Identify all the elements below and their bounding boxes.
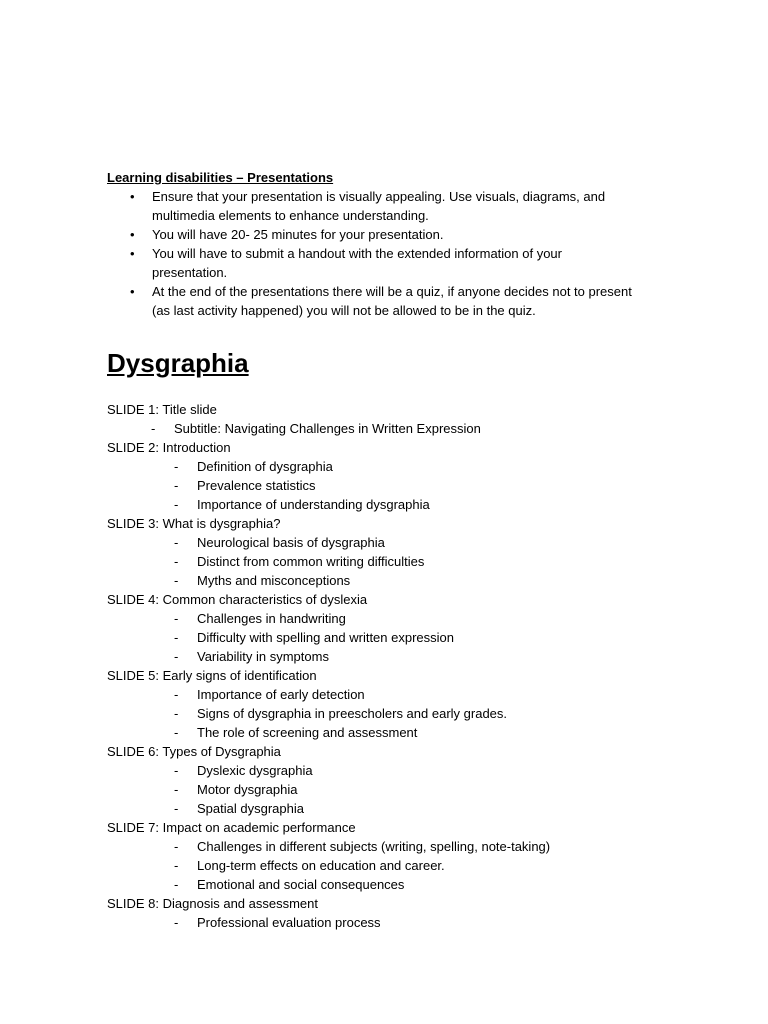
subitem-text: Challenges in handwriting [197,611,346,626]
slide-heading: SLIDE 7: Impact on academic performance [107,820,356,835]
slide-subitem [107,837,667,856]
subitem-text: Myths and misconceptions [197,573,351,588]
slide-subitem [107,647,667,666]
slide-subitem [107,457,667,476]
slide-heading: SLIDE 2: Introduction [107,440,231,455]
dash-icon: - [174,649,179,664]
subitem-text: Importance of early detection [197,687,365,702]
dash-icon: - [174,763,179,778]
instruction-item [107,282,632,320]
slide-subitem [107,799,667,818]
section-title: Dysgraphia [107,348,249,378]
dash-icon: - [174,725,179,740]
dash-icon: - [174,706,179,721]
dash-icon: - [174,573,179,588]
subitem-text: Importance of understanding dysgraphia [197,497,430,512]
slide-subitem [107,723,667,742]
slide-heading: SLIDE 8: Diagnosis and assessment [107,896,318,911]
subitem-text: Professional evaluation process [197,915,381,930]
subitem-text: Distinct from common writing difficulties [197,554,425,569]
intro-heading: Learning disabilities – Presentations [107,170,334,185]
slide-subitem [107,476,667,495]
subitem-text: Prevalence statistics [197,478,316,493]
slide-subitem [107,571,667,590]
slide-subitem [107,609,667,628]
bullet-icon: • [130,246,135,261]
slide-subitem [107,913,667,932]
subitem-text: Challenges in different subjects (writing, spelling, note-taking) [197,839,551,854]
slide-subitem [107,704,667,723]
dash-icon: - [174,535,179,550]
slide-subitem [107,780,667,799]
slide-outline [107,400,667,932]
dash-icon: - [174,497,179,512]
instruction-item [107,187,632,225]
subitem-text: Spatial dysgraphia [197,801,304,816]
subitem-text: Difficulty with spelling and written expression [197,630,454,645]
instructions-list [107,187,667,320]
subitem-text: Long-term effects on education and career. [197,858,445,873]
subitem-text: Motor dysgraphia [197,782,298,797]
subitem-text: The role of screening and assessment [197,725,418,740]
bullet-icon: • [130,189,135,204]
dash-icon: - [174,687,179,702]
dash-icon: - [174,877,179,892]
dash-icon: - [174,839,179,854]
instruction-item [107,225,632,244]
bullet-icon: • [130,227,135,242]
slide-heading: SLIDE 5: Early signs of identification [107,668,317,683]
dash-icon: - [174,915,179,930]
dash-icon: - [174,611,179,626]
slide-subitem [107,533,667,552]
subitem-text: Signs of dysgraphia in preescholers and early grades. [197,706,508,721]
slide-subitem [107,628,667,647]
slide-subitem [107,685,667,704]
slide-heading: SLIDE 1: Title slide [107,402,217,417]
slide-subitem [107,495,667,514]
slide-subitem [107,552,667,571]
dash-icon: - [174,554,179,569]
slide-heading: SLIDE 6: Types of Dysgraphia [107,744,281,759]
slide-heading: SLIDE 4: Common characteristics of dyslexia [107,592,368,607]
dash-icon: - [174,858,179,873]
instruction-text: At the end of the presentations there will be a quiz, if anyone decides not to present (as last activity happened) you will not be allowed to be in the quiz. [152,284,632,318]
instruction-text: Ensure that your presentation is visually appealing. Use visuals, diagrams, and multimedia elements to enhance understanding. [152,189,606,223]
subitem-text: Dyslexic dysgraphia [197,763,313,778]
subitem-text: Definition of dysgraphia [197,459,333,474]
instruction-text: You will have to submit a handout with the extended information of your presentation. [152,246,562,280]
dash-icon: - [151,421,156,436]
subitem-text: Variability in symptoms [197,649,329,664]
slide-subitem [107,856,667,875]
instruction-text: You will have 20- 25 minutes for your presentation. [152,227,444,242]
subitem-text: Neurological basis of dysgraphia [197,535,385,550]
document-page [107,168,667,932]
slide-subitem [107,419,667,438]
slide-subitem [107,761,667,780]
dash-icon: - [174,782,179,797]
dash-icon: - [174,801,179,816]
dash-icon: - [174,478,179,493]
subitem-text: Emotional and social consequences [197,877,405,892]
slide-subitem [107,875,667,894]
dash-icon: - [174,459,179,474]
bullet-icon: • [130,284,135,299]
dash-icon: - [174,630,179,645]
subitem-text: Subtitle: Navigating Challenges in Written Expression [174,421,481,436]
instruction-item [107,244,632,282]
slide-heading: SLIDE 3: What is dysgraphia? [107,516,281,531]
